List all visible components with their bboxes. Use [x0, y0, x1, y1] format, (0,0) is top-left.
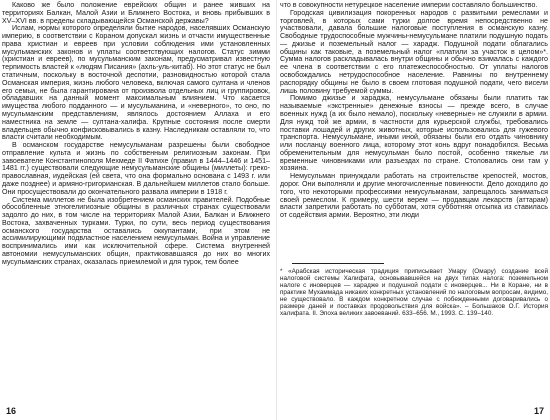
footnote-rule	[292, 263, 384, 264]
right-page-text	[280, 2, 548, 220]
paragraph: что в совокупности нетурецкое население империи составляло большинство.	[280, 1, 538, 9]
right-page	[280, 0, 548, 420]
paragraph: В османском государстве немусульманам разрешены были свободное отправление культа и жизнь по собственным религиозным законам. При завоевателе Константинополя Мехмеде II Фатихе (правил в 1444–1446 и 1451–1481 гг.) существовали следующие немусульманские общины (миллеты): греко-православная, иудейская (ей света, что она формально основана с 1493 г. или даже позднее) и армяно-григорианская. В дальнейшем миллетов стало больше. Они просуществовали до окончательного развала империи в 1918 г.	[2, 141, 270, 196]
paragraph: Каково же было положение еврейских общин и ранее живших на территориях Балкан, Малой Азии и Ближнего Востока, и вновь прибывших в XV–XVI вв. в пределы складывающейся Османской державы?	[2, 1, 270, 25]
paragraph: Помимо джизье и хараджа, немусульмане обязаны были платить так называемые «экстренные» денежные взносы — прежде всего, в случае военных нужд (а их было немало), поскольку «неверные» не служили в армии. Для нужд той же армии, в частности для курьерской службы, требовались поставки лошадей и других животных, которые использовались для гужевого транспорта. Немусульмане, иными иной, обязаны были его отдать чиновнику или посланцу военного лица, которому этот конь вдруг понадобился. Весьма обременительным для немусульман было постой, особенно тяжелые ли временные чиновниками или разъездах по стране. Столовались они там у хозяина.	[280, 94, 548, 173]
page-number-left: 16	[6, 406, 17, 416]
book-gutter	[276, 0, 277, 420]
left-page-text	[2, 2, 270, 267]
left-page	[2, 0, 270, 420]
paragraph: Система миллетов не была изобретением османских правителей. Подобные обособленные этноrелигиозные общины в различных странах существовали задолго до них, в том числе на территориях Малой Азии, Балкан и Ближнего Востока, захваченных турками. Турки, по сути, весь период существования османского государства оставались оккупантами, при этом не ассимилирующими подвластное населением немусульман. Война и управление воспринимались ими как исключительной сфере. Система внутренней автономии немусульманских общин, практиковавшаяся до них во многих мусульманских странах, оказалась приемлемой и для турок, тем более	[2, 195, 270, 266]
footnote: * «Арабская историческая традиция приписывает Умару (Омару) создание всей налоговой системы Халифата, основывавшейся на двух типах налога: поземельном налоге с иноверцев — харадже и подушной подати с иноверцев... Ни в Коране, ни в практике Мухаммада никаких конкретных установлений по налоговым вопросам, видимо, не существовало. В каждом конкретном случае с побежденными договаривались о размере даней и поставках продовольствия для войска». – Большаков О.Г. История халифата. II. Эпоха великих завоеваний. 633–656. М., 1993. С. 139–140.	[280, 268, 548, 318]
paragraph: Немусульман принуждали работать на строительстве крепостей, мостов, дорог. Они выполняли и другие многочисленные повинности. Дело доходило до того, что некоторыми профессиями немусульманам, запрещалось заниматься своей ремеслом. К примеру, шести верем — продавцам лекарств (аттарам) власти запретили работать по субботам, хотя субботняя отсыпка из ставилась от содействия армии. Вероятно, эти люди	[280, 172, 548, 220]
paragraph: Ислам, нормы которого определяли бытие народов, населявших Османскую империю, в соответствии с Кораном допускал жизнь и отчасти имущественные права христиан и евреев при условии соблюдения ими установленных мусульманских законов и уплаты соответствующих налогов. Статус зимми (христиан и евреев), по мусульманским законам, предусматривал известную терпимость властей к «людям Писания» (ахль-уль-китаб). Но этот статус не был статичным, поскольку в восточной деспотии, разновидностью которой стала Османская империя, жизнь любого человека, включая самого султана и членов его семьи, не была гарантирована от произвола отдельных лиц и группировок, обладавших на данный момент максимальным влиянием. Что касается имущества любого подданного — и мусульманина, и «неверного», то оно, по мусульманским представлениям, являлось достоянием Аллаха и его наместника на земле — султана-халифа. Крупные состояния после смерти владельцев обычно конфисковывались в казну. Наследникам оставляли то, что власти считали необходимым.	[2, 24, 270, 142]
page-number-right: 17	[533, 406, 544, 416]
paragraph: Городская цивилизация покоренных народов с развитыми ремеслами и торговлей, в которых сами турки долгое время непосредственно не участвовали, давала большие налоговые поступления в османскую казну. Свободные трудоспособные мужчины-немусульмане платили подушную подать — джизье и поземельный налог — харадж. Подушной подати облагались общины как таковые, а поземельный налог «платили за участок в целом»*. Сумма налогов раскладывалась внутри общины и обычно взималась с каждого ее члена в соответствии с его платежеспособностью. От уплаты налогов освобождались нетрудоспособное население. Равнины по внутреннему распорядку общины не было в своем глотовая подушной подати, чего висели лишь половину требуемой суммы.	[280, 8, 548, 95]
